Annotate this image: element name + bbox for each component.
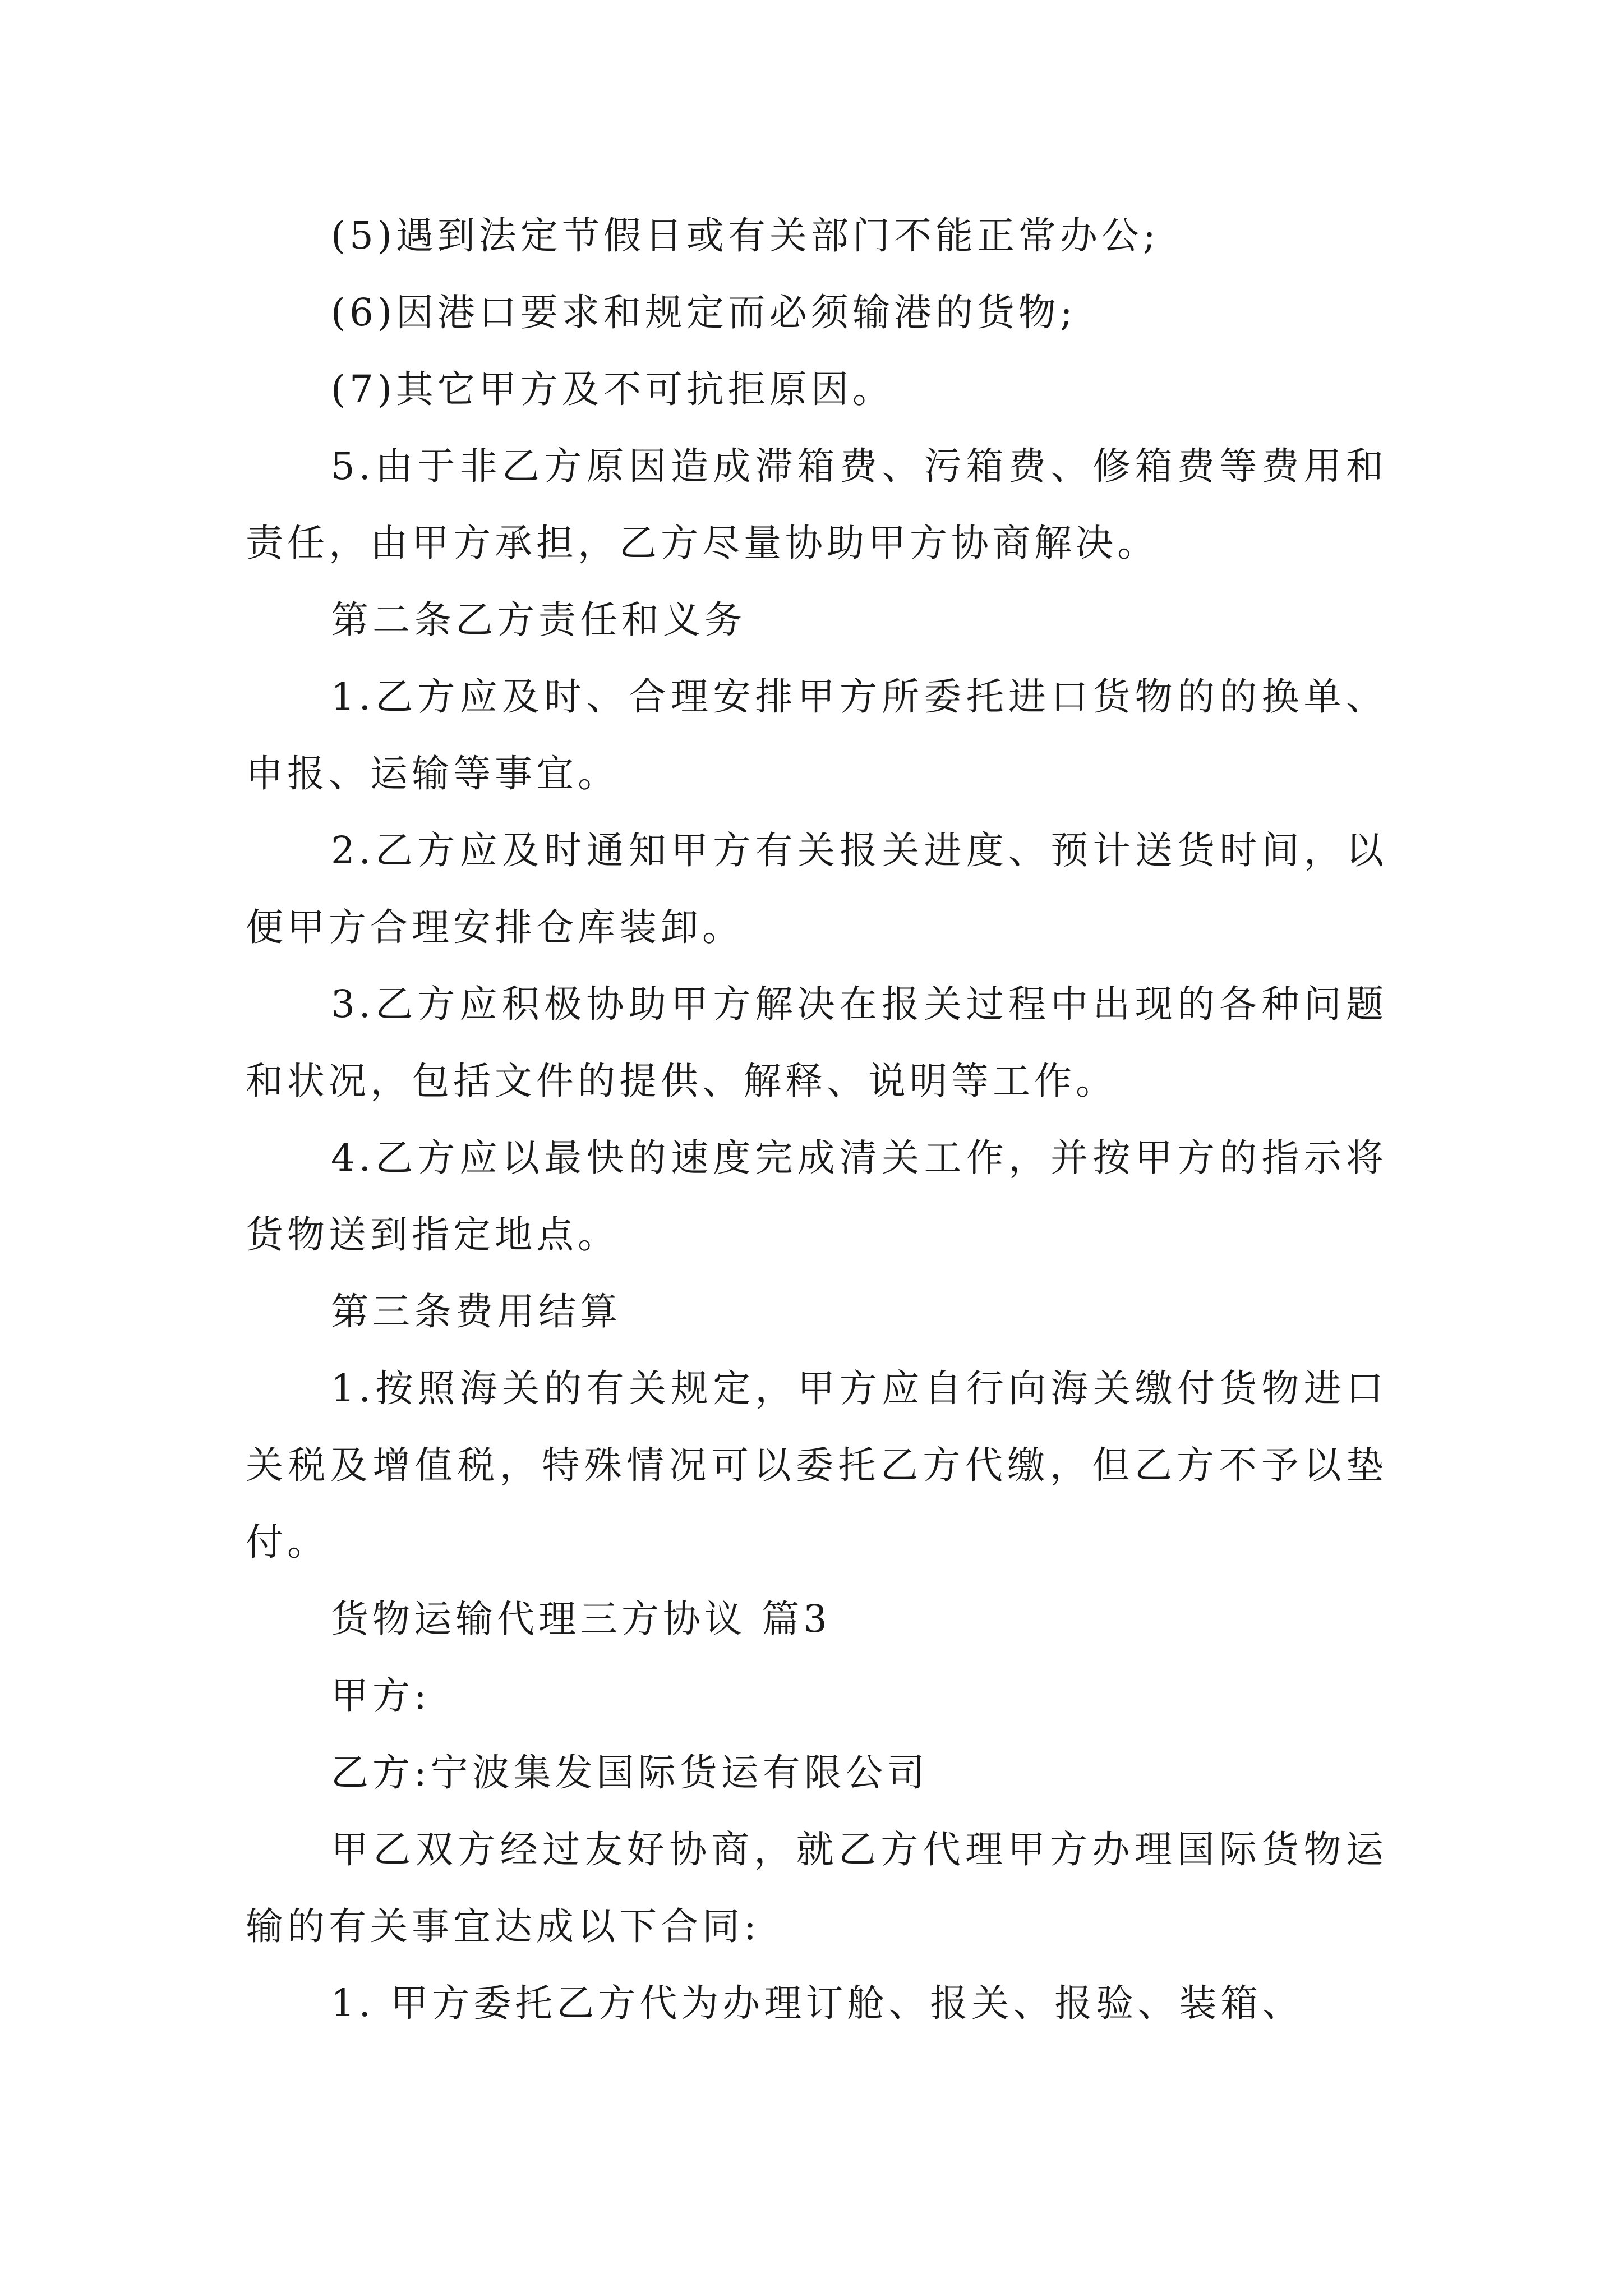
clause-5-6-port-requirements: (6)因港口要求和规定而必须输港的货物;: [331, 291, 1077, 334]
article-2-item-1: 1.乙方应及时、合理安排甲方所委托进口货物的的换单、申报、运输等事宜。: [246, 675, 1387, 795]
clause-5-5-holiday: (5)遇到法定节假日或有关部门不能正常办公;: [331, 214, 1160, 257]
article-2-item-2: 2.乙方应及时通知甲方有关报关进度、预计送货时间，以便甲方合理安排仓库装卸。: [246, 829, 1387, 949]
document-body: [246, 197, 1387, 2042]
party-a-line: 甲方:: [331, 1674, 431, 1718]
article-3-item-1: 1.按照海关的有关规定，甲方应自行向海关缴付货物进口关税及增值税，特殊情况可以委托乙方代缴，但乙方不予以垫付。: [246, 1366, 1387, 1564]
article-2-item-4: 4.乙方应以最快的速度完成清关工作，并按甲方的指示将货物送到指定地点。: [246, 1136, 1387, 1257]
clause-5-fees-responsibility: 5.由于非乙方原因造成滞箱费、污箱费、修箱费等费用和责任，由甲方承担，乙方尽量协助甲方协商解决。: [246, 444, 1387, 565]
agreement-item-1: 1. 甲方委托乙方代为办理订舱、报关、报验、装箱、: [331, 1981, 1304, 2025]
agreement-title-part-3: 货物运输代理三方协议 篇3: [331, 1597, 831, 1641]
section-heading-article-3: 第三条费用结算: [331, 1290, 621, 1333]
article-2-item-3: 3.乙方应积极协助甲方解决在报关过程中出现的各种问题和状况，包括文件的提供、解释、说明等工作。: [246, 982, 1387, 1103]
section-heading-article-2: 第二条乙方责任和义务: [331, 598, 746, 642]
party-b-line: 乙方:宁波集发国际货运有限公司: [331, 1751, 929, 1795]
agreement-preamble: 甲乙双方经过友好协商，就乙方代理甲方办理国际货物运输的有关事宜达成以下合同:: [246, 1828, 1387, 1948]
clause-5-7-force-majeure: (7)其它甲方及不可抗拒原因。: [331, 367, 894, 411]
